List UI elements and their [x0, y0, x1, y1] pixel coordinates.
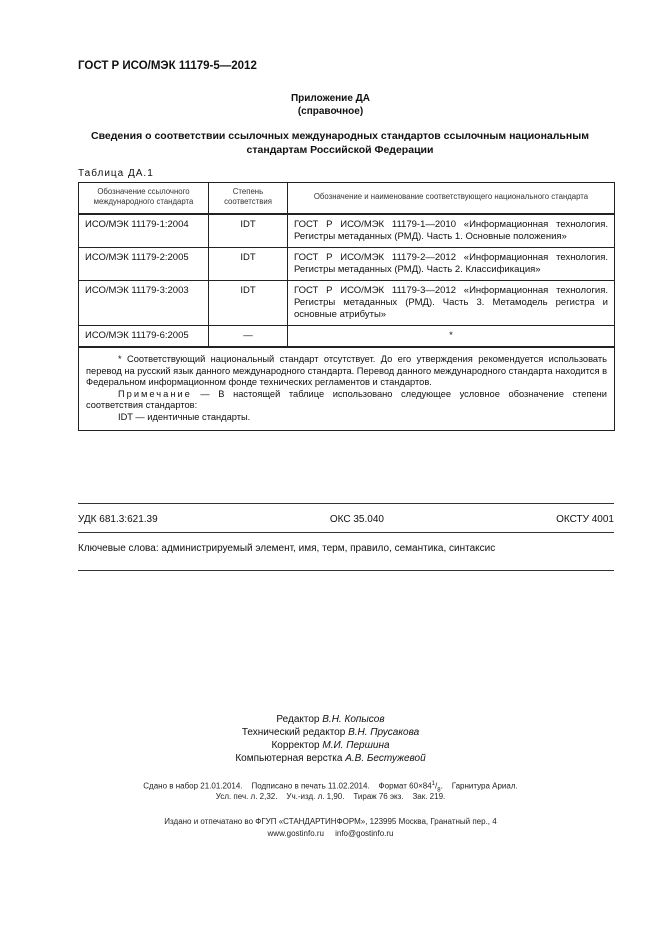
credit-layout: [0, 752, 661, 765]
print-info-line-2: [0, 791, 661, 803]
credit-editor: [0, 713, 661, 726]
table-footnote: * Соответствующий национальный стандарт отсутствует. До его утверждения рекомендуется использовать перевод на русский язык данного международного стандарта. Перевод данного международного стандарта находится в Федеральном информационном фонде технических регламентов и стандартов.: [86, 354, 608, 387]
cell-national: *: [288, 326, 615, 348]
note-idt: IDT — идентичные стандарты.: [118, 411, 251, 422]
note-text: — В настоящей таблице использовано следующее условное обозначение степени соответствия стандартов:: [86, 388, 607, 410]
credit-role: Редактор: [276, 714, 323, 725]
print-typeface: Гарнитура Ариал.: [451, 781, 518, 791]
table-row: [79, 248, 615, 281]
annex-heading-line-2: стандартам Российской Федерации: [246, 144, 434, 156]
print-typeset-date: Сдано в набор 21.01.2014.: [143, 781, 243, 791]
cell-intl: ИСО/МЭК 11179-3:2003: [79, 281, 209, 326]
table-header-row: [79, 183, 615, 215]
credit-person: А.В. Бестужевой: [345, 753, 426, 764]
cell-degree: IDT: [209, 248, 288, 281]
cell-intl: ИСО/МЭК 11179-6:2005: [79, 326, 209, 348]
print-signed-date: Подписано в печать 11.02.2014.: [251, 781, 370, 791]
print-format: Формат 60×84: [378, 781, 432, 791]
annex-label: [0, 92, 661, 118]
table-row: [79, 326, 615, 348]
table-row: [79, 214, 615, 248]
print-run: Тираж 76 экз.: [353, 792, 404, 801]
document-header: ГОСТ Р ИСО/МЭК 11179-5—2012: [78, 60, 257, 72]
credit-tech-editor: [0, 726, 661, 739]
cell-intl: ИСО/МЭК 11179-1:2004: [79, 214, 209, 248]
cell-degree: IDT: [209, 214, 288, 248]
header-degree: Степень соответствия: [209, 183, 288, 215]
annex-status: (справочное): [297, 106, 364, 117]
correspondence-table: [78, 182, 615, 431]
print-format-denominator: 8: [437, 787, 441, 794]
credit-role: Компьютерная верстка: [235, 753, 346, 764]
classification-row: [78, 514, 614, 525]
cell-intl: ИСО/МЭК 11179-2:2005: [79, 248, 209, 281]
credit-person: М.И. Першина: [322, 740, 390, 751]
table-footnote-row: [79, 347, 615, 431]
credit-person: В.Н. Прусакова: [348, 727, 420, 738]
annex-heading: [90, 129, 590, 157]
publisher-line: Издано и отпечатано во ФГУП «СТАНДАРТИНФОРМ», 123995 Москва, Гранатный пер., 4: [164, 817, 497, 826]
credit-role: Корректор: [271, 740, 323, 751]
table-row: [79, 281, 615, 326]
table-footnote-cell: [79, 347, 615, 431]
header-intl-standard: Обозначение ссылочного международного стандарта: [79, 183, 209, 215]
cell-degree: —: [209, 326, 288, 348]
annex-title: Приложение ДА: [290, 93, 371, 104]
divider-middle: [78, 532, 614, 533]
print-pub-sheets: Уч.-изд. л. 1,90.: [286, 792, 345, 801]
table-caption: Таблица ДА.1: [78, 168, 154, 179]
header-national-standard: Обозначение и наименование соответствующего национального стандарта: [288, 183, 615, 215]
credit-proofreader: [0, 739, 661, 752]
print-info-line-1: Сдано в набор 21.01.2014. Подписано в печать 11.02.2014. Формат $60\times 84^1/_8$. Гарнитура Ариал.: [143, 781, 518, 794]
note-label: Примечание: [118, 388, 192, 399]
oks-code: ОКС 35.040: [329, 514, 384, 525]
keywords: Ключевые слова: администрируемый элемент, имя, терм, правило, семантика, синтаксис: [78, 543, 496, 554]
cell-national: ГОСТ Р ИСО/МЭК 11179-2—2012 «Информационная технология. Регистры метаданных (РМД). Часть 2. Классификация»: [288, 248, 615, 281]
contact-line: [0, 828, 661, 840]
annex-heading-line-1: Сведения о соответствии ссылочных международных стандартов ссылочным национальным: [91, 130, 589, 142]
cell-degree: IDT: [209, 281, 288, 326]
credits-block: [0, 713, 661, 765]
cell-national: ГОСТ Р ИСО/МЭК 11179-1—2010 «Информационная технология. Регистры метаданных (РМД). Часть 1. Основные положения»: [288, 214, 615, 248]
email-link[interactable]: info@gostinfo.ru: [335, 829, 394, 838]
divider-bottom: [78, 570, 614, 571]
print-order: Зак. 219.: [412, 792, 446, 801]
print-format-numerator: 1: [431, 781, 435, 787]
okstu-code: ОКСТУ 4001: [556, 514, 614, 525]
divider-top: [78, 503, 614, 504]
website-link[interactable]: www.gostinfo.ru: [267, 829, 324, 838]
credit-person: В.Н. Копысов: [322, 714, 385, 725]
print-sheets: Усл. печ. л. 2,32.: [215, 792, 278, 801]
credit-role: Технический редактор: [241, 727, 349, 738]
cell-national: ГОСТ Р ИСО/МЭК 11179-3—2012 «Информационная технология. Регистры метаданных (РМД). Часть 3. Метамодель регистра и основные атрибуты»: [288, 281, 615, 326]
udk-code: УДК 681.3:621.39: [78, 514, 158, 525]
table-note: [86, 389, 607, 412]
